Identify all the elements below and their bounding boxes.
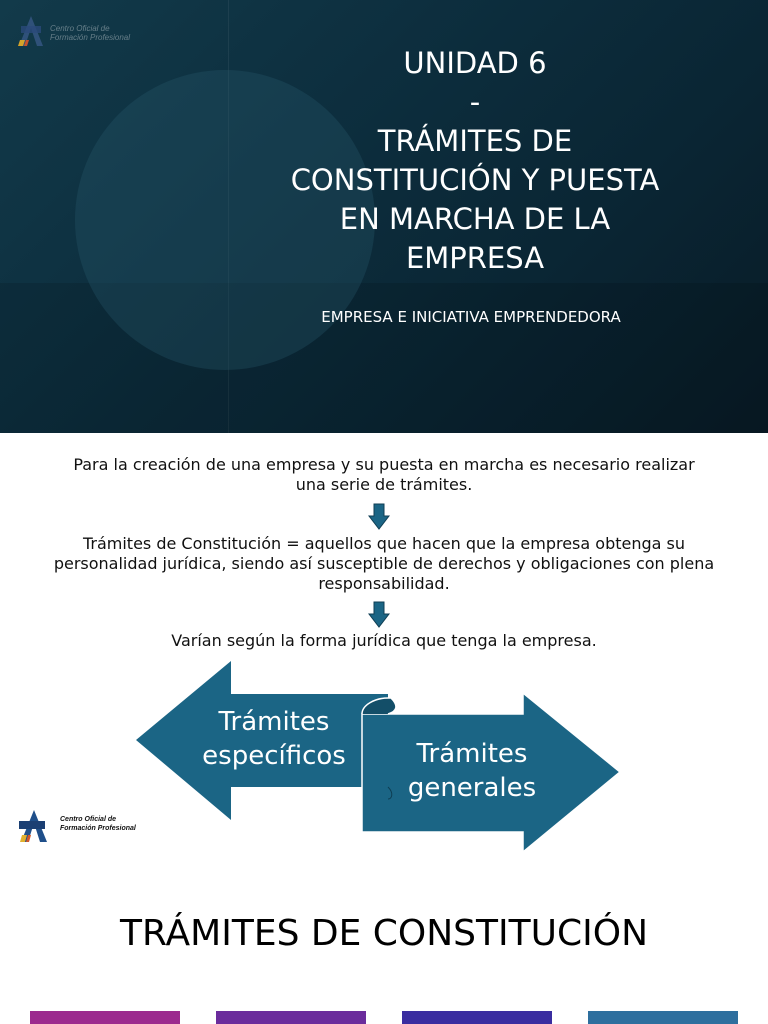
title-line: EMPRESA (405, 241, 545, 275)
paragraph-line: una serie de trámites. (295, 475, 473, 494)
logo-text-line2: Formación Profesional (60, 825, 136, 832)
paragraph-line: responsabilidad. (318, 574, 450, 593)
title-line: TRÁMITES DE (377, 124, 573, 158)
title-slide (0, 0, 768, 433)
paragraph-line: Trámites de Constitución = aquellos que hacen que la empresa obtenga su (82, 534, 686, 553)
variation-paragraph: Varían según la forma jurídica que tenga la empresa. (171, 631, 597, 650)
logo-text-line1: Centro Oficial de (60, 816, 117, 823)
process-block-2 (216, 1011, 366, 1024)
paragraph-line: Para la creación de una empresa y su puesta en marcha es necesario realizar (73, 455, 695, 474)
process-block-3 (402, 1011, 552, 1024)
logo-text-line2: Formación Profesional (50, 33, 131, 42)
intro-paragraph (40, 455, 728, 495)
right-arrow-label-line: Trámites (416, 739, 528, 769)
title-line: EN MARCHA DE LA (339, 202, 611, 236)
process-block-4 (588, 1011, 738, 1024)
slide-title (250, 44, 700, 278)
process-block-1 (30, 1011, 180, 1024)
cesur-logo (16, 14, 136, 50)
left-arrow-label-line: específicos (202, 741, 346, 771)
right-arrow-label (392, 737, 552, 805)
definition-paragraph (40, 534, 728, 594)
paragraph-line: personalidad jurídica, siendo así susceptible de derechos y obligaciones con plena (53, 554, 715, 573)
logo-text-line1: Centro Oficial de (50, 24, 110, 33)
cesur-logo-footer (18, 809, 148, 843)
slide-subtitle: EMPRESA E INICIATIVA EMPRENDEDORA (321, 308, 621, 326)
left-arrow-label (194, 705, 354, 773)
left-arrow-label-line: Trámites (218, 707, 330, 737)
constitution-slide (0, 853, 768, 1024)
slide-title: TRÁMITES DE CONSTITUCIÓN (119, 913, 648, 954)
cesur-logo-icon (16, 14, 46, 48)
right-arrow-label-line: generales (407, 773, 537, 803)
arrow-down-icon (368, 503, 390, 530)
arrow-down-icon (368, 601, 390, 628)
content-slide (0, 433, 768, 853)
double-arrow-diagram (130, 659, 630, 864)
title-line: UNIDAD 6 (403, 46, 547, 80)
title-line: - (469, 85, 481, 119)
cesur-logo-icon (18, 809, 50, 843)
title-line: CONSTITUCIÓN Y PUESTA (290, 163, 660, 197)
